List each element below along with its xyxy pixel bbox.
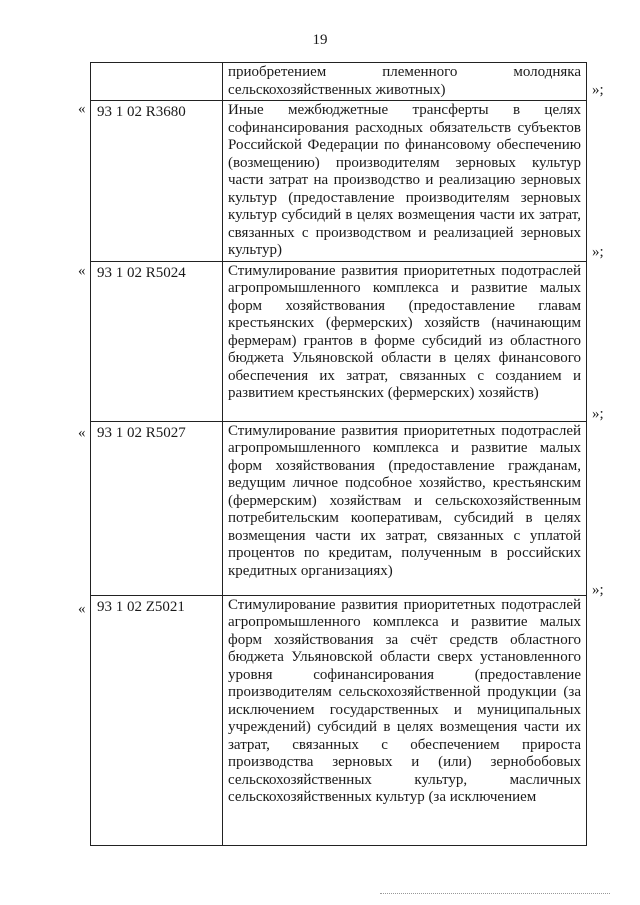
row-description [223, 101, 587, 262]
row-description-text: Стимулирование развития приоритетных подотраслей агропромышленного комплекса и развитие малых форм хозяйствования (предоставление гражданам, ведущим личное подсобное хозяйство, крестьянским (фермерским) хозяйствам и сельскохозяйственным потребительским кооперативам, субсидий в целях возмещения части их затрат, связанных с уплатой процентов по кредитам, полученным в российских кредитных организациях) [228, 422, 581, 579]
row-code: 93 1 02 Z5021 [91, 595, 223, 845]
row-description-text: Иные межбюджетные трансферты в целях софинансирования расходных обязательств субъектов Российской Федерации по финансовому обеспечению (возмещению) производителям зерновых культур части затрат на производство и реализацию зерновых культур (предоставление производителям зерновых культур субсидий в целях возмещения части их затрат, связанных с производством и реализацией зерновых культур) [228, 102, 581, 258]
opening-quote: « [78, 601, 86, 617]
row-description-text: Стимулирование развития приоритетных подотраслей агропромышленного комплекса и развитие малых форм хозяйствования (предоставление главам крестьянских (фермерских) хозяйств (начинающим фермерам) грантов в форме субсидий из областного бюджета Ульяновской области в целях финансового обеспечения их затрат, связанных с созданием и развитием крестьянских (фермерских) хозяйств) [228, 262, 581, 401]
row-code: 93 1 02 R5024 [91, 261, 223, 421]
row-code: 93 1 02 R5027 [91, 421, 223, 595]
opening-quote: « [78, 425, 86, 441]
table-row [91, 261, 587, 421]
closing-quote: »; [592, 582, 604, 598]
row-code [91, 63, 223, 101]
opening-quote: « [78, 263, 86, 279]
row-description [223, 421, 587, 595]
table-row [91, 63, 587, 101]
footer-stamp-trace [380, 893, 610, 900]
closing-quote: »; [592, 406, 604, 422]
table-row [91, 101, 587, 262]
closing-quote: »; [592, 82, 604, 98]
row-description-text: приобретением племенного молодняка сельскохозяйственных животных) [228, 64, 581, 98]
budget-classification-table [90, 62, 587, 846]
row-description [223, 261, 587, 421]
closing-quote: »; [592, 244, 604, 260]
row-description [223, 595, 587, 845]
page-number: 19 [312, 32, 328, 48]
table-row [91, 595, 587, 845]
row-description-text: Стимулирование развития приоритетных подотраслей агропромышленного комплекса и развитие малых форм хозяйствования за счёт средств областного бюджета Ульяновской области сверх установленного уровня софинансирования (предоставление производителям сельскохозяйственной продукции (за исключением государственных и муниципальных учреждений) субсидий в целях возмещения части их затрат, связанных с обеспечением прироста производства зерновых и (или) зернобобовых сельскохозяйственных культур, масличных сельскохозяйственных культур (за исключением [228, 596, 581, 805]
opening-quote: « [78, 101, 86, 117]
row-description [223, 63, 587, 101]
table-row [91, 421, 587, 595]
row-code: 93 1 02 R3680 [91, 101, 223, 262]
